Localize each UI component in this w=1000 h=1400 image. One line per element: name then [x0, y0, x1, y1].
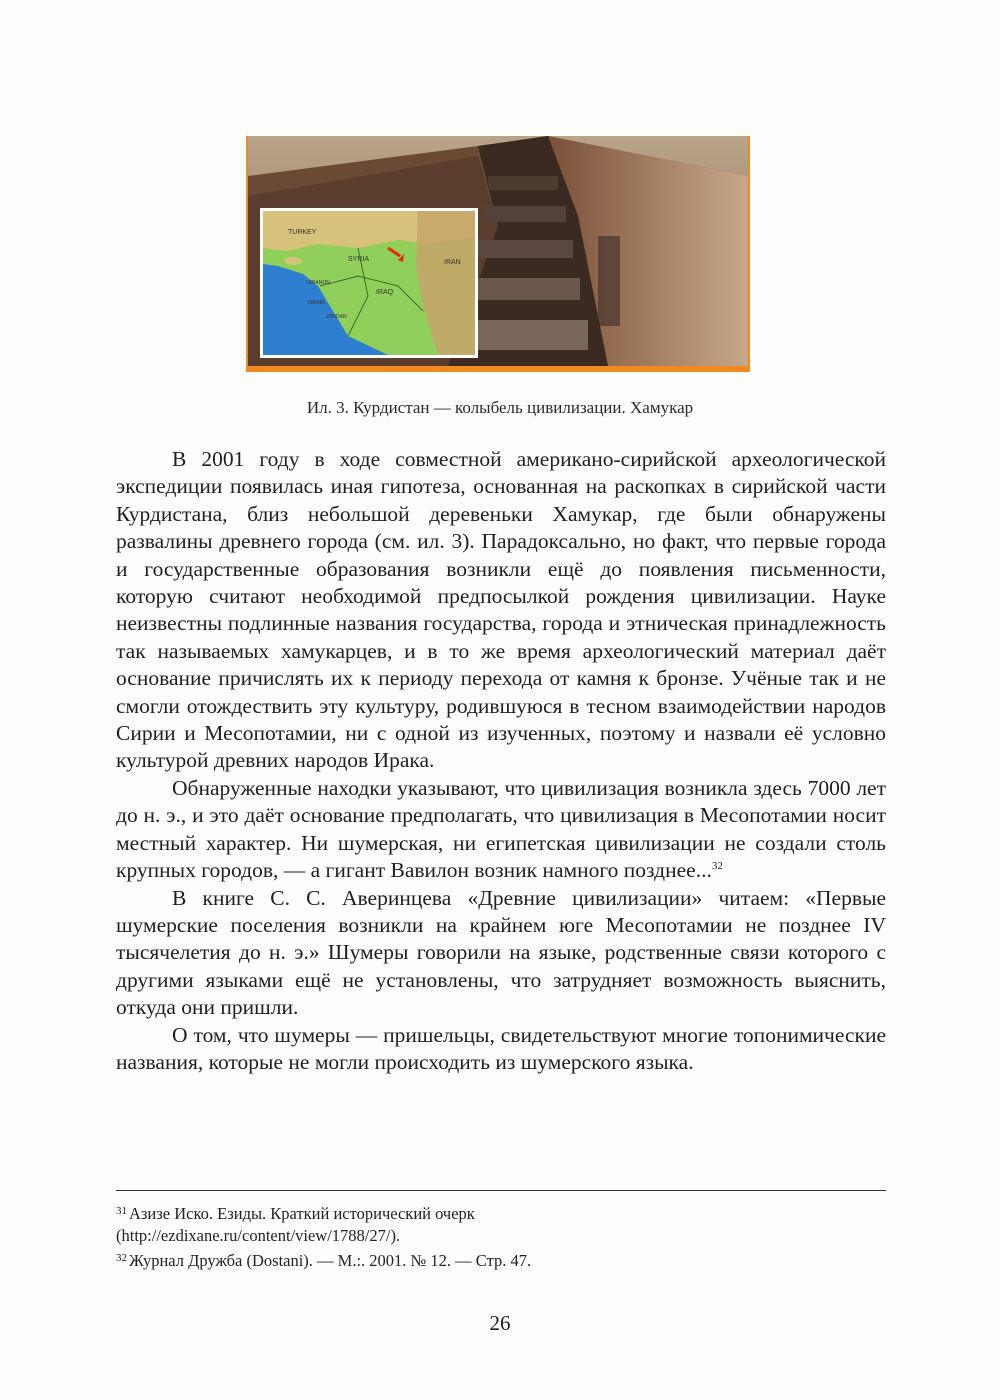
footnote-number: 32: [116, 1252, 127, 1264]
paragraph: В 2001 году в ходе совместной американо-сирийской археологической экспедиции появилась иная гипотеза, основанная на раскопках в сирийской части Курдистана, близ небольшой деревеньки Хамукар, где были обнаружены развалины древнего города (см. ил. 3). Парадоксально, но факт, что первые города и государственные образования возникли ещё до появления письменности, которую считают необходимой предпосылкой рождения цивилизации. Науке неизвестны подлинные названия государства, города и этническая принадлежность так называемых хамукарцев, и в то же время археологический материал даёт основание причислять их к периоду перехода от камня к бронзе. Учёные так и не смогли отождествить эту культуру, родившуюся в тесном взаимодействии народов Сирии и Месопотамии, ни с одной из изученных, поэтому и назвали её условно культурой древних народов Ирака.: [116, 447, 886, 773]
paragraph: О том, что шумеры — пришельцы, свидетельствуют многие топонимические названия, которые не могли происходить из шумерского языка.: [116, 1022, 886, 1074]
footnote-text: Азизе Иско. Езиды. Краткий исторический очерк: [129, 1204, 475, 1223]
footnote-link[interactable]: (http://ezdixane.ru/content/view/1788/27/).: [116, 1226, 401, 1245]
footnotes: [116, 1200, 886, 1272]
footnote-divider: [116, 1190, 886, 1191]
footnote: [116, 1200, 886, 1225]
map-label-israel: ISRAEL: [308, 300, 326, 306]
map-label-iran: IRAN: [444, 259, 461, 266]
excavation-figure: [246, 136, 750, 372]
map-label-iraq: IRAQ: [376, 289, 394, 296]
map-label-jordan: JORDAN: [326, 314, 347, 320]
map-inset: [260, 208, 478, 358]
page-number: 26: [489, 1311, 511, 1335]
body-text: [116, 446, 886, 1076]
paragraph: В книге С. С. Аверинцева «Древние цивилизации» читаем: «Первые шумерские поселения возникли на крайнем юге Месопотамии не позднее IV тысячелетия до н. э.» Шумеры говорили на языке, родственные связи которого с другими языками ещё не установлены, что затрудняет возможность выяснить, откуда они пришли.: [116, 885, 886, 1020]
footnote-text: Журнал Дружба (Dostani). — М.:. 2001. № 12. — Стр. 47.: [129, 1251, 532, 1270]
figure-caption: Ил. 3. Курдистан — колыбель цивилизации. Хамукар: [306, 398, 694, 417]
map-label-turkey: TURKEY: [288, 229, 317, 236]
footnote-ref[interactable]: 32: [711, 860, 723, 873]
footnote-number: 31: [116, 1205, 127, 1217]
map-label-lebanon: LEBANON: [306, 280, 330, 286]
paragraph-text: Обнаруженные находки указывают, что цивилизация возникла здесь 7000 лет до н. э., и это даёт основание предполагать, что цивилизация в Месопотамии носит местный характер. Ни шумерская, ни египетская цивилизации не создали столь крупных городов, — а гигант Вавилон возник намного позднее...: [116, 775, 886, 883]
map-label-syria: SYRIA: [348, 256, 370, 263]
footnote: [116, 1247, 886, 1272]
paragraph: [116, 775, 886, 885]
excavation-photo: [248, 136, 748, 366]
